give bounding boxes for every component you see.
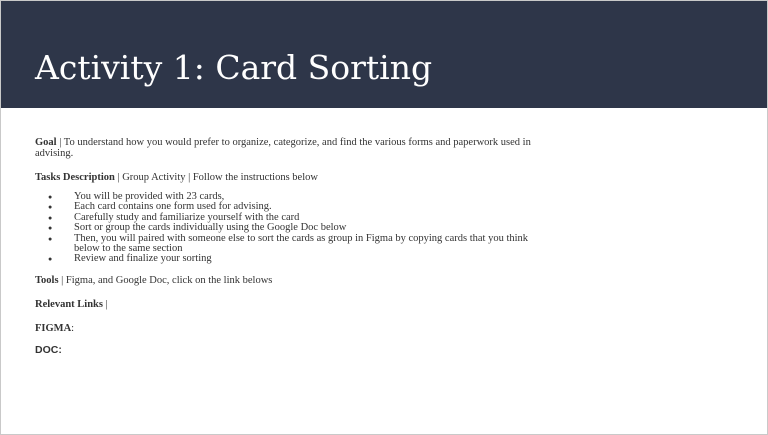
tools-label: Tools (35, 274, 59, 286)
tools-text: | Figma, and Google Doc, click on the link belows (58, 274, 273, 286)
goal-label: Goal (35, 137, 57, 148)
slide-title: Activity 1: Card Sorting (35, 48, 433, 87)
relevant-links-paragraph (35, 299, 547, 310)
tasks-text: | Group Activity | Follow the instructions below (114, 172, 318, 183)
goal-text: To understand how you would prefer to organize, categorize, and find the various forms and paperwork used in advising. (35, 137, 531, 159)
doc-paragraph (35, 345, 547, 356)
slide-body (35, 137, 547, 356)
task-item: ● Sort or group the cards individually using the Google Doc below (35, 223, 547, 233)
relevant-links-label: Relevant Links (35, 298, 103, 310)
goal-separator: | (56, 137, 64, 148)
doc-label[interactable]: DOC: (35, 343, 62, 356)
task-item: ● You will be provided with 23 cards, (35, 192, 547, 202)
tasks-paragraph (35, 172, 547, 183)
task-item: ● Review and finalize your sorting (35, 254, 547, 264)
figma-label[interactable]: FIGMA (35, 322, 72, 334)
goal-paragraph (35, 137, 547, 159)
task-item: ● Each card contains one form used for advising. (35, 202, 547, 212)
figma-paragraph (35, 323, 547, 334)
task-list (35, 192, 547, 265)
figma-colon: : (71, 322, 75, 334)
tools-paragraph (35, 275, 547, 286)
title-banner (1, 1, 767, 108)
relevant-links-separator: | (102, 298, 108, 310)
task-item: ● Carefully study and familiarize yourself with the card (35, 213, 547, 223)
tasks-label: Tasks Description (35, 172, 115, 183)
task-item: ● Then, you will paired with someone else to sort the cards as group in Figma by copying cards that you think below to the same section (35, 234, 547, 255)
